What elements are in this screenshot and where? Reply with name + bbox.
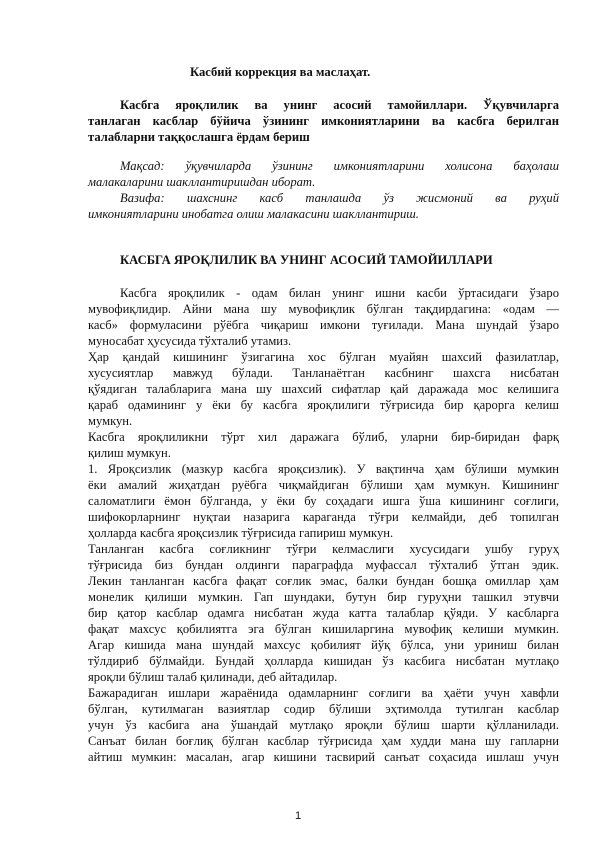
body-line: ёки амалий жиҳатдан руёбга чиқмайдиган бўлиши ҳам мумкун. Кишининг xyxy=(88,478,559,492)
body-line: ҳолларда касбга яроқсизлик тўғрисида гапириш мумкун. xyxy=(88,526,394,540)
body-line: 1. Яроқсизлик (мазкур касбга яроқсизлик). У вақтинча ҳам бўлиши мумкин xyxy=(88,462,559,476)
body-line: қилиш мумкун. xyxy=(88,446,171,460)
goal-line: Мақсад: ўқувчиларда ўзининг имкониятларини холисона баҳолаш xyxy=(120,159,559,173)
body-line: Агар кишида мана шундай махсус қобилият йўқ бўлса, уни уриниш билан xyxy=(88,638,559,652)
body-line: Касбга яроқлилик - одам билан унинг ишни касби ўртасидаги ўзаро xyxy=(120,286,559,300)
body-line: яроқли бўлиш талаб қилинади, деб айтадилар. xyxy=(88,670,338,684)
goal-line: малакаларини шакллантиришдан иборат. xyxy=(88,175,316,189)
body-line: мумкун. xyxy=(88,414,133,428)
body-line: фақат махсус қобилиятга эга бўлган кишиларгина мувофиқ келиши мумкин. xyxy=(88,622,559,636)
body-line: қўядиган талабларига мана шу шахсий сифатлар қай даражада мос келишига xyxy=(88,382,559,396)
body-line: айтиш мумкин: масалан, агар кишини тасвирий санъат соҳасида ишлаш учун xyxy=(88,750,559,764)
body-line: мувофиқлидир. Айни мана шу мувофиқлик бўлган тақдирдагина: «одам — xyxy=(88,302,559,316)
body-line: бўлган, кутилмаган вазиятлар содир бўлиши эҳтимолда тутилган касблар xyxy=(88,702,559,716)
body-line: саломатлиги ёмон бўлганда, у ёки бу соҳадаги ишга ўша кишининг соғлиги, xyxy=(88,494,559,508)
body-line: бир қатор касблар одамга нисбатан жуда катта талаблар қўяди. У касбларга xyxy=(88,606,559,620)
task-line: Вазифа: шахснинг касб танлашда ўз жисмоний ва руҳий xyxy=(120,191,559,205)
body-line: Бажарадиган ишлари жараёнида одамларнинг соғлиги ва ҳаёти учун хавфли xyxy=(88,686,559,700)
body-line: Ҳар қандай кишининг ўзигагина хос бўлган муайян шахсий фазилатлар, xyxy=(88,350,559,364)
page-number: 1 xyxy=(294,810,302,822)
body-line: тўғрисида биз бундан олдинги параграфда муфассал тўхталиб ўтган эдик. xyxy=(88,558,559,572)
body-line: хусусиятлар мавжуд бўлади. Танланаётган касбнинг шахсга нисбатан xyxy=(88,366,559,380)
page-subtitle: Касбий коррекция ва маслаҳат. xyxy=(190,65,371,79)
body-line: Танланган касбга соғликнинг тўғри келмаслиги хусусидаги ушбу гуруҳ xyxy=(88,542,559,556)
topic-line: Касбга яроқлилик ва унинг асосий тамойиллари. Ўқувчиларга xyxy=(120,98,559,112)
body-line: монелик қилиши мумкин. Гап шундаки, бутун бир гуруҳни ташкил этувчи xyxy=(88,590,559,604)
section-title: КАСБГА ЯРОҚЛИЛИК ВА УНИНГ АСОСИЙ ТАМОЙИЛЛАРИ xyxy=(120,253,493,267)
body-line: Лекин танланган касбга фақат соғлик эмас, балки бундан бошқа омиллар ҳам xyxy=(88,574,559,588)
task-line: имкониятларини инобатга олиш малакасини шакллантириш. xyxy=(88,207,419,221)
body-line: тўлдириб бўлмайди. Бундай ҳолларда кишидан ўз касбига нисбатан мутлақо xyxy=(88,654,559,668)
body-line: Санъат билан боғлиқ бўлган касблар тўғрисида ҳам худди мана шу гапларни xyxy=(88,734,559,748)
body-line: касб» формуласини рўёбга чиқариш имкони туғилади. Мана шундай ўзаро xyxy=(88,318,559,332)
body-line: учун ўз касбига ана ўшандай мутлақо яроқли бўлиш шарти қўлланилади. xyxy=(88,718,559,732)
body-line: шифокорларнинг нуқтаи назарига караганда тўғри келмайди, деб топилган xyxy=(88,510,559,524)
topic-line: талабларни таққослашга ёрдам бериш xyxy=(88,130,310,144)
body-line: муносабат ҳусусида тўхталиб утамиз. xyxy=(88,334,292,348)
body-line: Касбга яроқлиликни тўрт хил даражага бўлиб, уларни бир-биридан фарқ xyxy=(88,430,559,444)
topic-line: танлаган касблар бўйича ўзининг имкониятларини ва касбга берилган xyxy=(88,114,559,128)
body-line: қараб одамининг у ёки бу касбга яроқлилиги тўғрисида бир қарорга келиш xyxy=(88,398,559,412)
